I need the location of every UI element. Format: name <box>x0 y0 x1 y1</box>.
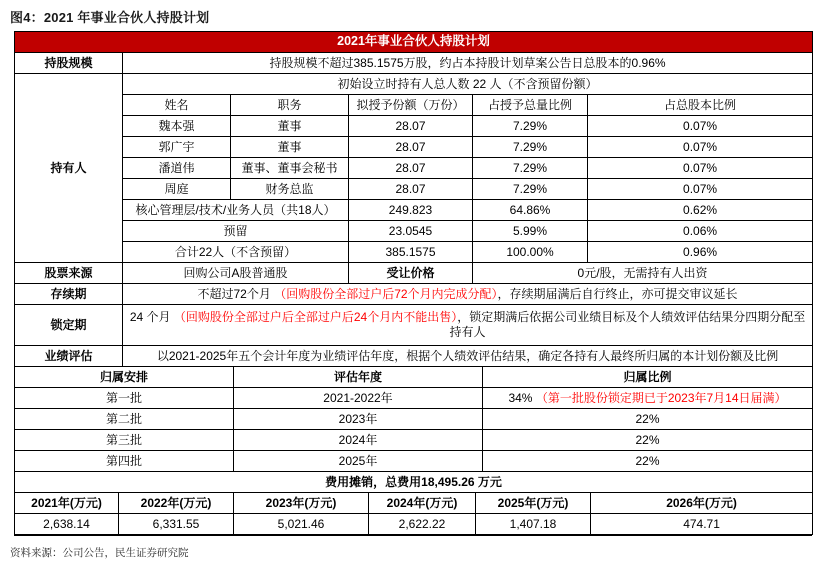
source-note: 资料来源：公司公告，民生证券研究院 <box>10 547 189 559</box>
group-pct-capital: 0.96% <box>588 242 813 263</box>
vesting-ratio <box>483 451 813 472</box>
holder-pct-capital: 0.07% <box>588 179 813 200</box>
evaluation-row <box>15 346 813 367</box>
lockup-text: 24 个月 <box>129 310 174 324</box>
holder-title: 财务总监 <box>231 179 349 200</box>
vesting-batch: 第四批 <box>15 451 234 472</box>
vesting-batch: 第三批 <box>15 430 234 451</box>
vesting-col-year: 评估年度 <box>234 367 483 388</box>
holder-row <box>15 137 813 158</box>
group-pct-grant: 64.86% <box>473 200 588 221</box>
vesting-col-batch: 归属安排 <box>15 367 234 388</box>
amort-col-2023: 2023年(万元) <box>234 493 369 514</box>
col-header-title: 职务 <box>231 95 349 116</box>
amortization-table <box>14 471 813 535</box>
vesting-ratio <box>483 388 813 409</box>
vesting-year: 2021-2022年 <box>234 388 483 409</box>
amort-value-2026: 474.71 <box>591 514 813 535</box>
holder-shares: 28.07 <box>349 137 473 158</box>
scale-label: 持股规模 <box>15 53 123 74</box>
holder-name: 魏本强 <box>123 116 231 137</box>
duration-value <box>123 284 813 305</box>
holder-name: 周庭 <box>123 179 231 200</box>
group-shares: 385.1575 <box>349 242 473 263</box>
holder-title: 董事、董事会秘书 <box>231 158 349 179</box>
vesting-year: 2023年 <box>234 409 483 430</box>
banner-row <box>15 32 813 53</box>
stock-source-value: 回购公司A股普通股 <box>123 263 349 284</box>
vesting-year: 2024年 <box>234 430 483 451</box>
amortization-title: 费用摊销，总费用18,495.26 万元 <box>15 472 813 493</box>
group-name: 预留 <box>123 221 349 242</box>
holder-row <box>15 179 813 200</box>
holder-shares: 28.07 <box>349 179 473 200</box>
holder-pct-grant: 7.29% <box>473 158 588 179</box>
amort-col-2021: 2021年(万元) <box>15 493 119 514</box>
holder-name: 郭广宇 <box>123 137 231 158</box>
amortization-title-row <box>15 472 813 493</box>
group-pct-grant: 100.00% <box>473 242 588 263</box>
holders-header-row <box>15 95 813 116</box>
group-shares: 23.0545 <box>349 221 473 242</box>
group-shares: 249.823 <box>349 200 473 221</box>
holder-name: 潘道伟 <box>123 158 231 179</box>
holder-pct-grant: 7.29% <box>473 116 588 137</box>
group-pct-grant: 5.99% <box>473 221 588 242</box>
vesting-row <box>15 388 813 409</box>
evaluation-value: 以2021-2025年五个会计年度为业绩评估年度，根据个人绩效评估结果，确定各持有人最终所归属的本计划份额及比例 <box>123 346 813 367</box>
vesting-col-ratio: 归属比例 <box>483 367 813 388</box>
vesting-batch: 第一批 <box>15 388 234 409</box>
holder-row <box>15 158 813 179</box>
vesting-ratio-value: 22% <box>635 411 660 426</box>
holder-pct-capital: 0.07% <box>588 137 813 158</box>
vesting-ratio-note: （第一批股份锁定期已于2023年7月14日届满） <box>535 390 787 405</box>
group-pct-capital: 0.06% <box>588 221 813 242</box>
holder-shares: 28.07 <box>349 158 473 179</box>
holder-title: 董事 <box>231 137 349 158</box>
amort-value-2025: 1,407.18 <box>476 514 591 535</box>
lockup-text-rest: ，锁定期满后依据公司业绩目标及个人绩效评估结果分四期分配至持有人 <box>449 310 806 339</box>
vesting-ratio <box>483 409 813 430</box>
plan-main-table <box>14 31 813 367</box>
duration-text-rest: ，存续期届满后自行终止，亦可提交审议延长 <box>497 286 738 301</box>
table-banner: 2021年事业合伙人持股计划 <box>15 32 813 53</box>
col-header-pct-grant: 占授予总量比例 <box>473 95 588 116</box>
group-name: 核心管理层/技术/业务人员（共18人） <box>123 200 349 221</box>
scale-value: 持股规模不超过385.1575万股，约占本持股计划草案公告日总股本的0.96% <box>123 53 813 74</box>
vesting-row <box>15 451 813 472</box>
holder-pct-capital: 0.07% <box>588 116 813 137</box>
holders-label: 持有人 <box>15 74 123 263</box>
col-header-shares: 拟授予份额（万份） <box>349 95 473 116</box>
evaluation-label: 业绩评估 <box>15 346 123 367</box>
vesting-batch: 第二批 <box>15 409 234 430</box>
holder-pct-grant: 7.29% <box>473 179 588 200</box>
amort-value-2021: 2,638.14 <box>15 514 119 535</box>
duration-row <box>15 284 813 305</box>
holders-subtitle: 初始设立时持有人总人数 22 人（不含预留份额） <box>123 74 813 95</box>
vesting-ratio-value: 22% <box>635 453 660 468</box>
vesting-row <box>15 430 813 451</box>
duration-red-note: （回购股份全部过户后72个月内完成分配） <box>274 286 498 301</box>
amort-value-2023: 5,021.46 <box>234 514 369 535</box>
amort-value-2022: 6,331.55 <box>119 514 234 535</box>
stock-source-row <box>15 263 813 284</box>
vesting-header-row <box>15 367 813 388</box>
holder-row <box>15 116 813 137</box>
holder-group-row <box>15 200 813 221</box>
vesting-year: 2025年 <box>234 451 483 472</box>
lockup-label: 锁定期 <box>15 305 123 346</box>
holder-group-row <box>15 221 813 242</box>
holder-pct-grant: 7.29% <box>473 137 588 158</box>
lockup-row <box>15 305 813 346</box>
vesting-ratio-value: 22% <box>635 432 660 447</box>
amortization-header-row <box>15 493 813 514</box>
lockup-value <box>123 305 813 346</box>
figure-title: 图4：2021 年事业合伙人持股计划 <box>10 10 210 25</box>
holders-subtitle-row <box>15 74 813 95</box>
amort-value-2024: 2,622.22 <box>369 514 476 535</box>
amort-col-2024: 2024年(万元) <box>369 493 476 514</box>
shareholding-plan-table <box>14 31 812 536</box>
amort-col-2022: 2022年(万元) <box>119 493 234 514</box>
vesting-table <box>14 366 813 472</box>
col-header-pct-capital: 占总股本比例 <box>588 95 813 116</box>
amortization-values-row <box>15 514 813 535</box>
holder-shares: 28.07 <box>349 116 473 137</box>
duration-label: 存续期 <box>15 284 123 305</box>
col-header-name: 姓名 <box>123 95 231 116</box>
amort-col-2025: 2025年(万元) <box>476 493 591 514</box>
vesting-row <box>15 409 813 430</box>
vesting-ratio-value: 34% <box>508 390 536 405</box>
transfer-price-label: 受让价格 <box>349 263 473 284</box>
lockup-red-note: （回购股份全部过户后全部过户后24个月内不能出售） <box>173 310 458 324</box>
group-name: 合计22人（不含预留） <box>123 242 349 263</box>
transfer-price-value: 0元/股，无需持有人出资 <box>473 263 813 284</box>
vesting-ratio <box>483 430 813 451</box>
group-pct-capital: 0.62% <box>588 200 813 221</box>
stock-source-label: 股票来源 <box>15 263 123 284</box>
amort-col-2026: 2026年(万元) <box>591 493 813 514</box>
duration-text: 不超过72个月 <box>197 286 275 301</box>
holder-title: 董事 <box>231 116 349 137</box>
scale-row <box>15 53 813 74</box>
holder-pct-capital: 0.07% <box>588 158 813 179</box>
holder-group-row <box>15 242 813 263</box>
